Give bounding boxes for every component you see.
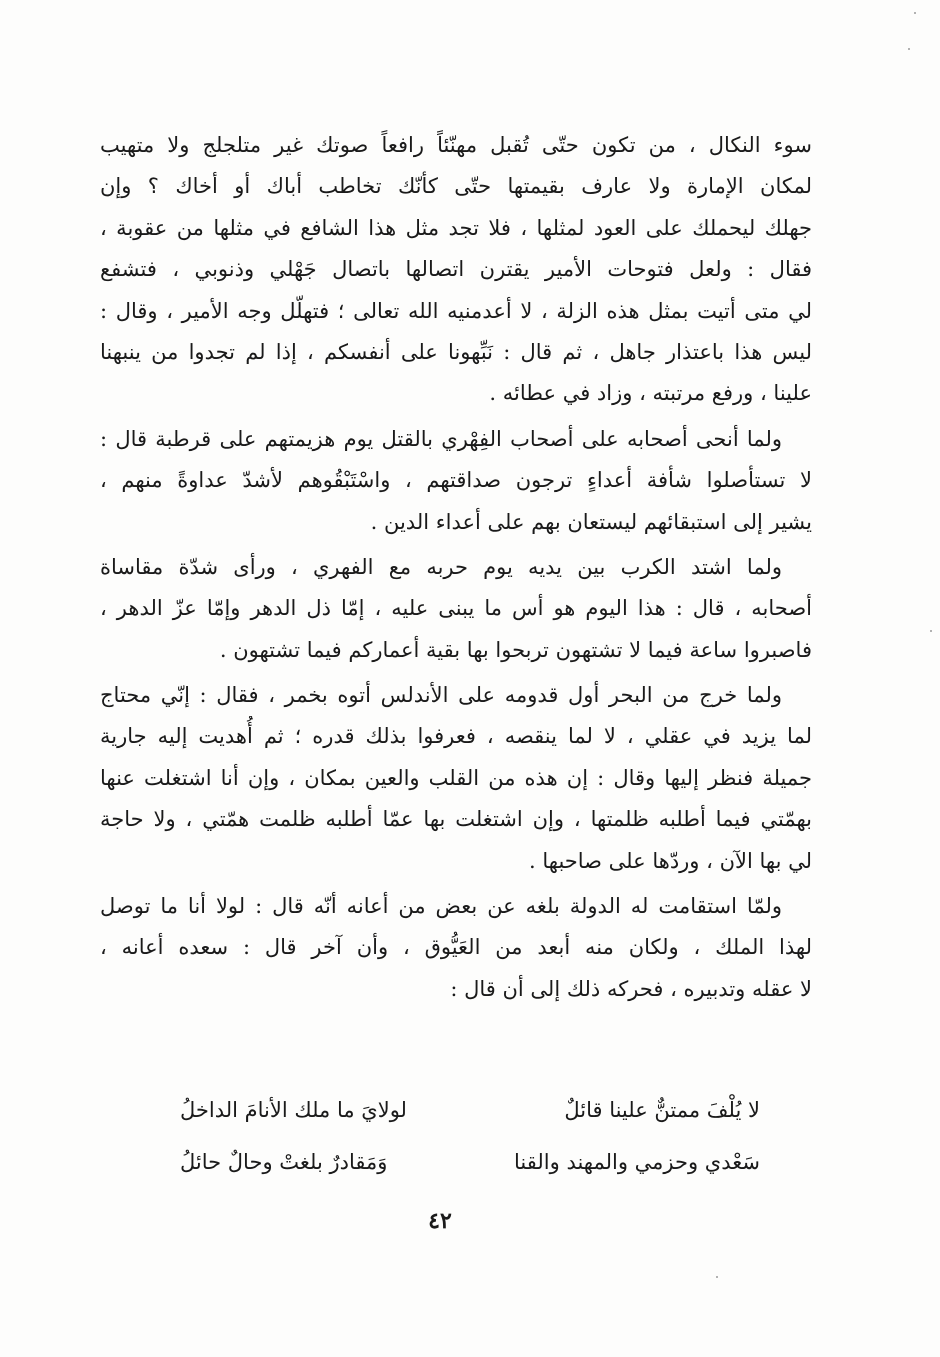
- text-line: سوء النكال ، من تكون حتّى تُقبل مهنّئاً رافعاً صوتك غير متلجلج ولا متهيب: [100, 133, 812, 157]
- text-line: ولما خرج من البحر أول قدومه على الأندلس أتوه بخمر ، فقال : إنّي محتاج: [100, 683, 782, 708]
- scan-speck: [930, 630, 932, 632]
- verse-first-hemistich: لا يُلْفَ ممتنٌّ علينا قائلٌ: [564, 1098, 760, 1122]
- text-line: لي بها الآن ، وردّها على صاحبها .: [529, 848, 812, 873]
- paragraph: [100, 886, 812, 1010]
- text-line: لي متى أتيت بمثل هذه الزلة ، لا أعدمنيه الله تعالى ؛ فتهلّل وجه الأمير ، وقال :: [100, 298, 812, 323]
- text-line: فاصبروا ساعة فيما لا تشتهون تربحوا بها بقية أعماركم فيما تشتهون .: [219, 637, 812, 662]
- verse-second-hemistich: وَمَقادرٌ بلغتْ وحالٌ حائلُ: [180, 1150, 388, 1174]
- text-line: ولما اشتد الكرب بين يديه يوم حربه مع الفهري ، ورأى شدّة مقاساة: [100, 554, 782, 579]
- text-line: لما يزيد في عقلي ، لا لما ينقصه ، فعرفوا بذلك قدره ؛ ثم أُهديت إليه جارية: [100, 724, 812, 749]
- text-line: بهمّتي فيما أطلبه ظلمتها ، وإن اشتغلت بها عمّا أطلبه ظلمت همّتي ، ولا حاجة: [100, 807, 812, 832]
- text-line: لمكان الإمارة ولا عارف بقيمتها حتّى كأنّك تخاطب أباك أو أخاك ؟ وإن: [100, 174, 812, 199]
- paragraph: [100, 547, 812, 671]
- text-line: فقال : ولعل فتوحات الأمير يقترن اتصالها باتصال جَهْلي وذنوبي ، فتشفع: [100, 257, 812, 282]
- page-number: ٤٢: [428, 1208, 452, 1234]
- text-line: جهلك ليحملك على العود لمثلها ، فلا تجد مثل هذا الشافع في مثلها من عقوبة ،: [100, 215, 812, 240]
- text-line: لا عقله وتدبيره ، فحركه ذلك إلى أن قال :: [450, 976, 812, 1001]
- poem-verse: [180, 1140, 760, 1184]
- verse-second-hemistich: لولايَ ما ملك الأنامَ الداخلُ: [180, 1098, 407, 1122]
- text-line: ليس هذا باعتذار جاهل ، ثم قال : نَبِّهونا على أنفسكم ، إذا لم تجدوا من ينبهنا: [100, 339, 812, 364]
- text-line: جميلة فنظر إليها وقال : إن هذه من القلب والعين بمكان ، وإن أنا اشتغلت عنها: [100, 765, 812, 790]
- text-line: ولما أنحى أصحابه على أصحاب الفِهْري بالقتل يوم هزيمتهم على قرطبة قال :: [100, 426, 782, 451]
- paragraph: [100, 419, 812, 543]
- scan-speck: [914, 12, 916, 14]
- verse-first-hemistich: سَعْدي وحزمي والمهند والقنا: [514, 1150, 760, 1174]
- text-line: علينا ، ورفع مرتبته ، وزاد في عطائه .: [489, 381, 812, 406]
- text-line: لا تستأصلوا شأفة أعداءٍ ترجون صداقتهم ، واسْتَبْقُوهم لأشدّ عداوةً منهم ،: [100, 468, 812, 493]
- paragraph: [100, 125, 812, 415]
- scan-speck: [908, 48, 910, 50]
- text-line: أصحابه ، قال : هذا اليوم هو أس ما يبنى عليه ، إمّا ذل الدهر وإمّا عزّ الدهر ،: [100, 596, 812, 621]
- body-text: [100, 125, 812, 1010]
- text-line: يشير إلى استبقائهم ليستعان بهم على أعداء الدين .: [370, 509, 812, 534]
- text-line: ولمّا استقامت له الدولة بلغه عن بعض من أعانه أنّه قال : لولا أنا ما توصل: [100, 894, 782, 919]
- text-line: لهذا الملك ، ولكان منه أبعد من العَيُّوق ، وأن آخر قال : سعده أعانه ،: [100, 935, 812, 960]
- poem-verse: [180, 1088, 760, 1132]
- scan-speck: [716, 1276, 718, 1278]
- paragraph: [100, 675, 812, 882]
